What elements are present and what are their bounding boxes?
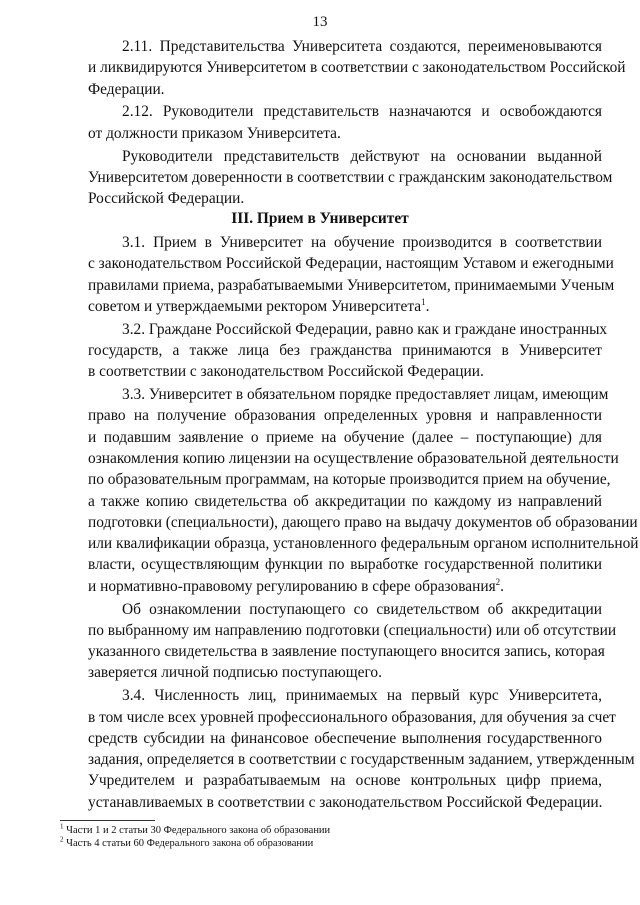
footnote-ref: 2 bbox=[495, 576, 501, 587]
text-line: Университетом доверенности в соответствии с гражданским законодательством bbox=[88, 168, 613, 186]
paragraph bbox=[88, 232, 615, 317]
footnote-ref: 1 bbox=[421, 296, 426, 307]
text-line: заверяется личной подписью поступающего. bbox=[88, 664, 382, 682]
text-line: по выбранному им направлению подготовки (специальности) или об отсутствии bbox=[88, 621, 617, 639]
text-line: 2.12. Руководители представительств назначаются и освобождаются bbox=[122, 103, 602, 121]
footnote: $^2$ Часть 4 статьи 60 Федерального закона об образовании bbox=[60, 835, 314, 849]
text-line: 3.3. Университет в обязательном порядке предоставляет лицам, имеющим bbox=[122, 386, 609, 404]
text-line: Российской Федерации. bbox=[88, 190, 245, 208]
paragraph bbox=[88, 36, 626, 100]
text-line: Руководители представительств действуют на основании выданной bbox=[122, 147, 602, 165]
text-line: от должности приказом Университета. bbox=[88, 124, 341, 142]
page-number: 13 bbox=[312, 14, 328, 30]
text-line: с законодательством Российской Федерации, настоящим Уставом и ежегодными bbox=[88, 255, 614, 273]
paragraph bbox=[88, 146, 613, 210]
text-line: в соответствии с законодательством Российской Федерации. bbox=[88, 363, 484, 381]
text-line: Федерации. bbox=[88, 80, 165, 98]
text-line: задания, определяется в соответствии с государственным заданием, утвержденным bbox=[88, 751, 635, 769]
text-line: 2.11. Представительства Университета создаются, переименовываются bbox=[122, 38, 602, 55]
text-line: в том числе всех уровней профессионального образования, для обучения за счет bbox=[88, 708, 616, 726]
text-line: средств субсидии на финансовое обеспечение выполнения государственного bbox=[88, 729, 602, 747]
text-line: устанавливаемых в соответствии с законодательством Российской Федерации. bbox=[88, 793, 603, 811]
text-line: подготовки (специальности), дающего право на выдачу документов об образовании bbox=[88, 513, 638, 531]
text-line: или квалификации образца, установленного федеральным органом исполнительной bbox=[88, 535, 639, 553]
text-line: ознакомления копию лицензии на осуществление образовательной деятельности bbox=[88, 449, 619, 467]
text-line: право на получение образования определенных уровня и направленности bbox=[88, 407, 602, 425]
text-line: и подавшим заявление о приеме на обучение (далее – поступающие) для bbox=[88, 428, 602, 446]
text-line: советом и утверждаемыми ректором Университета$^1$. bbox=[88, 296, 430, 315]
text-line: по образовательным программам, на которые производится прием на обучение, bbox=[88, 471, 611, 489]
text-line: Об ознакомлении поступающего со свидетельством об аккредитации bbox=[122, 600, 602, 618]
paragraph bbox=[88, 384, 639, 597]
section-heading: III. Прием в Университет bbox=[231, 210, 409, 227]
text-line: 3.4. Численность лиц, принимаемых на первый курс Университета, bbox=[122, 687, 602, 705]
footnote-text: Часть 4 статьи 60 Федерального закона об образовании bbox=[63, 838, 314, 849]
text-line: Учредителем и разрабатываемым на основе контрольных цифр приема, bbox=[88, 772, 602, 790]
footnote-text: Части 1 и 2 статьи 30 Федерального закона об образовании bbox=[63, 825, 331, 836]
text-line: правилами приема, разрабатываемыми Университетом, принимаемыми Ученым bbox=[88, 276, 615, 294]
text-line: 3.2. Граждане Российской Федерации, равно как и граждане иностранных bbox=[122, 320, 608, 338]
text-line: 3.1. Прием в Университет на обучение производится в соответствии bbox=[122, 234, 602, 251]
footnote-divider bbox=[60, 820, 155, 821]
text-line: государств, а также лица без гражданства принимаются в Университет bbox=[88, 341, 602, 359]
text-line: и ликвидируются Университетом в соответствии с законодательством Российской bbox=[88, 59, 626, 77]
text-line: указанного свидетельства в заявление поступающего вносится запись, которая bbox=[88, 643, 605, 661]
paragraph bbox=[88, 685, 635, 813]
text-line: и нормативно-правовому регулированию в сфере образования$^2$. bbox=[88, 576, 505, 595]
paragraph bbox=[88, 101, 602, 144]
paragraph bbox=[88, 319, 608, 383]
paragraph bbox=[88, 599, 617, 684]
footnote: $^1$ Части 1 и 2 статьи 30 Федерального закона об образовании bbox=[60, 822, 331, 836]
text-line: власти, осуществляющим функции по выработке государственной политики bbox=[88, 556, 602, 574]
text-line: а также копию свидетельства об аккредитации по каждому из направлений bbox=[88, 492, 602, 510]
